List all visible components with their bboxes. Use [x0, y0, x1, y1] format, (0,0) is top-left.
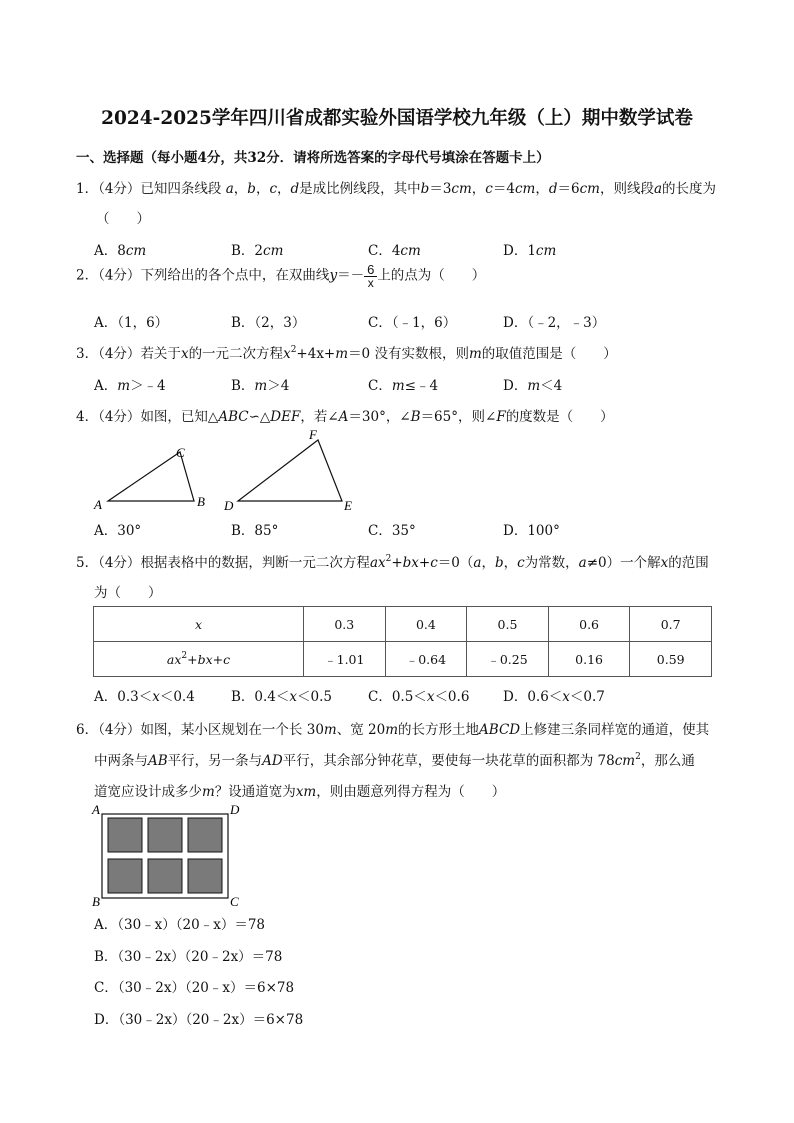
label-a: A	[92, 802, 100, 817]
table-cell: ﹣0.25	[467, 642, 549, 677]
table-cell: 0.7	[630, 607, 712, 642]
table-cell: x	[94, 607, 304, 642]
similar-triangles-figure	[88, 422, 368, 517]
q4-option-c[interactable]: C．35°	[368, 523, 416, 539]
flower-bed	[148, 818, 182, 852]
question-3-stem: 3．（4分）若关于x的一元二次方程$x^2+4x+m=0$ 没有实数根，则m的取值范围是（ ）	[76, 345, 617, 362]
question-1-blank: （ ）	[96, 211, 150, 227]
table-cell: 0.6	[548, 607, 630, 642]
q2-option-b[interactable]: B．（2，3）	[231, 315, 306, 331]
page-title: 2024-2025学年四川省成都实验外国语学校九年级（上）期中数学试卷	[101, 108, 693, 129]
q2-option-d[interactable]: D．（﹣2，﹣3）	[503, 315, 606, 331]
q4-option-d[interactable]: D．100°	[503, 523, 560, 539]
table-cell: 0.3	[304, 607, 386, 642]
q1-option-c[interactable]: C．4cm	[368, 243, 421, 259]
q2-option-a[interactable]: A．（1，6）	[94, 315, 169, 331]
label-b: B	[197, 494, 205, 509]
question-6-line1: 6．（4分）如图，某小区规划在一个长 30m、宽 20m的长方形土地ABCD上修建三条同样宽的通道，使其	[76, 722, 710, 738]
section-heading: 一、选择题（每小题4分，共32分．请将所选答案的字母代号填涂在答题卡上）	[76, 150, 550, 166]
label-b: B	[92, 894, 100, 909]
q2-option-c[interactable]: C．（﹣1，6）	[368, 315, 457, 331]
fraction-6-over-x: $\frac{6}{x}$	[364, 263, 377, 289]
table-row	[94, 607, 712, 642]
label-d: D	[224, 498, 234, 513]
flower-bed	[148, 859, 182, 893]
flower-bed	[188, 859, 222, 893]
q1-option-a[interactable]: A．8cm	[94, 243, 147, 259]
q3-option-b[interactable]: B．m＞4	[231, 378, 290, 394]
question-5-stem: 5．（4分）根据表格中的数据，判断一元二次方程$ax^2+bx+c=0(a$，b，c为常数，a≠0）一个解x的范围	[76, 554, 709, 571]
label-a: A	[94, 497, 102, 512]
table-cell: 0.4	[385, 607, 467, 642]
table-cell: $ax^2+bx+c$	[94, 642, 304, 677]
q5-option-d[interactable]: D．0.6＜x＜0.7	[503, 689, 605, 705]
label-c: C	[176, 445, 185, 460]
q4-option-b[interactable]: B．85°	[231, 523, 279, 539]
rectangle-land-figure	[90, 802, 250, 910]
label-d: D	[230, 802, 240, 817]
q6-option-d[interactable]: D．（30﹣2x）（20﹣2x）＝6×78	[94, 1012, 304, 1028]
values-table	[93, 606, 712, 677]
q5-option-a[interactable]: A．0.3＜x＜0.4	[94, 689, 195, 705]
q3-option-c[interactable]: C．m≤﹣4	[368, 378, 439, 394]
question-4-stem: 4．（4分）如图，已知△ABC∽△DEF，若∠A＝30°，∠B＝65°，则∠F的度数是（ ）	[76, 409, 614, 425]
label-e: E	[344, 498, 352, 513]
label-f: F	[309, 427, 317, 442]
flower-bed	[108, 859, 142, 893]
table-row	[94, 642, 712, 677]
table-cell: 0.5	[467, 607, 549, 642]
q3-option-d[interactable]: D．m＜4	[503, 378, 563, 394]
question-6-line3: 道宽应设计成多少m？设通道宽为xm，则由题意列得方程为（ ）	[94, 784, 506, 800]
flower-bed	[188, 818, 222, 852]
q6-option-a[interactable]: A．（30﹣x）（20﹣x）＝78	[94, 917, 266, 933]
table-cell: 0.59	[630, 642, 712, 677]
triangle-def	[238, 440, 342, 501]
question-1-stem: 1．（4分）已知四条线段 a，b，c，d是成比例线段，其中b＝3cm，c＝4cm，d＝6cm，则线段a的长度为	[76, 181, 717, 197]
q1-option-d[interactable]: D．1cm	[503, 243, 557, 259]
question-6-line2: 中两条与AB平行，另一条与AD平行，其余部分钟花草，要使每一块花草的面积都为 $78cm^2$，那么通	[94, 752, 695, 769]
question-5-line2: 为（ ）	[94, 585, 162, 601]
label-c: C	[230, 894, 239, 909]
q5-option-b[interactable]: B．0.4＜x＜0.5	[231, 689, 332, 705]
q4-option-a[interactable]: A．30°	[94, 523, 142, 539]
table-cell: ﹣0.64	[385, 642, 467, 677]
q3-option-a[interactable]: A．m＞﹣4	[94, 378, 166, 394]
table-cell: ﹣1.01	[304, 642, 386, 677]
q5-option-c[interactable]: C．0.5＜x＜0.6	[368, 689, 470, 705]
table-cell: 0.16	[548, 642, 630, 677]
q6-option-b[interactable]: B．（30﹣2x）（20﹣2x）＝78	[94, 949, 283, 965]
q6-option-c[interactable]: C．（30﹣2x）（20﹣x）＝6×78	[94, 980, 295, 996]
q1-option-b[interactable]: B．2cm	[231, 243, 284, 259]
flower-bed	[108, 818, 142, 852]
question-2-stem: 2．（4分）下列给出的各个点中，在双曲线y＝－ $\frac{6}{x}$ 上的点为（ ）	[76, 262, 486, 290]
